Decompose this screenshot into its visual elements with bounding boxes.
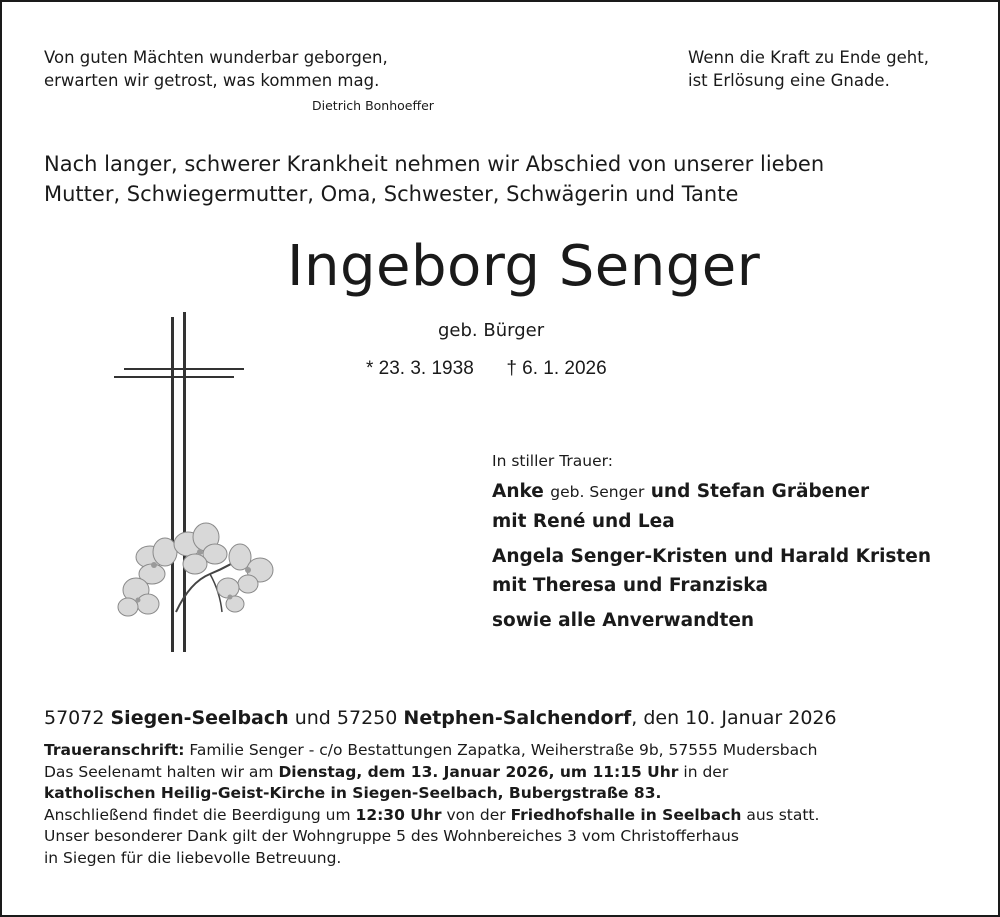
address-line [44, 740, 819, 762]
intro-text [44, 149, 824, 209]
life-dates [366, 358, 607, 380]
family2-line2: mit Theresa und Franziska [492, 575, 769, 596]
mass-line [44, 762, 819, 784]
family1-a: Anke [492, 481, 544, 502]
mourners-heading: In stiller Trauer: [492, 452, 613, 470]
death-date: † 6. 1. 2026 [506, 358, 607, 379]
cross-icon [110, 312, 290, 657]
burial-line [44, 805, 819, 827]
family2-line1: Angela Senger-Kristen und Harald Kristen [492, 546, 931, 567]
quote-left-line2: erwarten wir getrost, was kommen mag. [44, 71, 380, 90]
place-date-line [44, 707, 837, 729]
other-relatives: sowie alle Anverwandten [492, 610, 755, 631]
thanks-line2: in Siegen für die liebevolle Betreuung. [44, 848, 342, 867]
burial-post: aus statt. [746, 805, 820, 824]
date: , den 10. Januar 2026 [631, 707, 837, 729]
cross-orchid-image [110, 312, 290, 657]
city2: Netphen-Salchendorf [403, 707, 632, 729]
family1-line2: mit René und Lea [492, 511, 675, 532]
burial-pre: Anschließend findet die Beerdigung um [44, 805, 351, 824]
deceased-name: Ingeborg Senger [287, 234, 761, 299]
birth-date: * 23. 3. 1938 [366, 358, 474, 379]
burial-time: 12:30 Uhr [355, 805, 442, 824]
zip2: 57250 [336, 707, 398, 729]
thanks-line1: Unser besonderer Dank gilt der Wohngruppe 5 des Wohnbereiches 3 vom Christofferhaus [44, 827, 739, 846]
zip1: 57072 [44, 707, 105, 729]
address-value: Familie Senger - c/o Bestattungen Zapatka, Weiherstraße 9b, 57555 Mudersbach [189, 741, 818, 759]
mass-date: Dienstag, dem 13. Januar 2026, um 11:15 Uhr [278, 762, 679, 781]
quote-right-line2: ist Erlösung eine Gnade. [688, 71, 890, 90]
city1: Siegen-Seelbach [110, 707, 289, 729]
quote-right-line1: Wenn die Kraft zu Ende geht, [688, 48, 929, 67]
church-line [44, 783, 819, 805]
quote-left [44, 46, 388, 92]
quote-author: Dietrich Bonhoeffer [312, 98, 434, 113]
mourners-list [492, 477, 931, 635]
quote-right [688, 46, 929, 92]
family1-c: und Stefan Gräbener [650, 481, 870, 502]
family1-line1 [492, 477, 931, 507]
intro-line2: Mutter, Schwiegermutter, Oma, Schwester, Schwägerin und Tante [44, 182, 739, 206]
burial-place: Friedhofshalle in Seelbach [510, 805, 742, 824]
family1-b: geb. Senger [550, 483, 645, 501]
mass-post: in der [683, 762, 729, 781]
church: katholischen Heilig-Geist-Kirche in Siegen-Seelbach, Bubergstraße 83. [44, 784, 662, 803]
address-label: Traueranschrift: [44, 741, 185, 759]
quote-left-line1: Von guten Mächten wunderbar geborgen, [44, 48, 388, 67]
and-word: und [294, 707, 331, 729]
burial-mid: von der [446, 805, 506, 824]
intro-line1: Nach langer, schwerer Krankheit nehmen wir Abschied von unserer lieben [44, 152, 825, 176]
mass-pre: Das Seelenamt halten wir am [44, 762, 274, 781]
info-block [44, 740, 819, 870]
birth-name: geb. Bürger [438, 320, 545, 341]
